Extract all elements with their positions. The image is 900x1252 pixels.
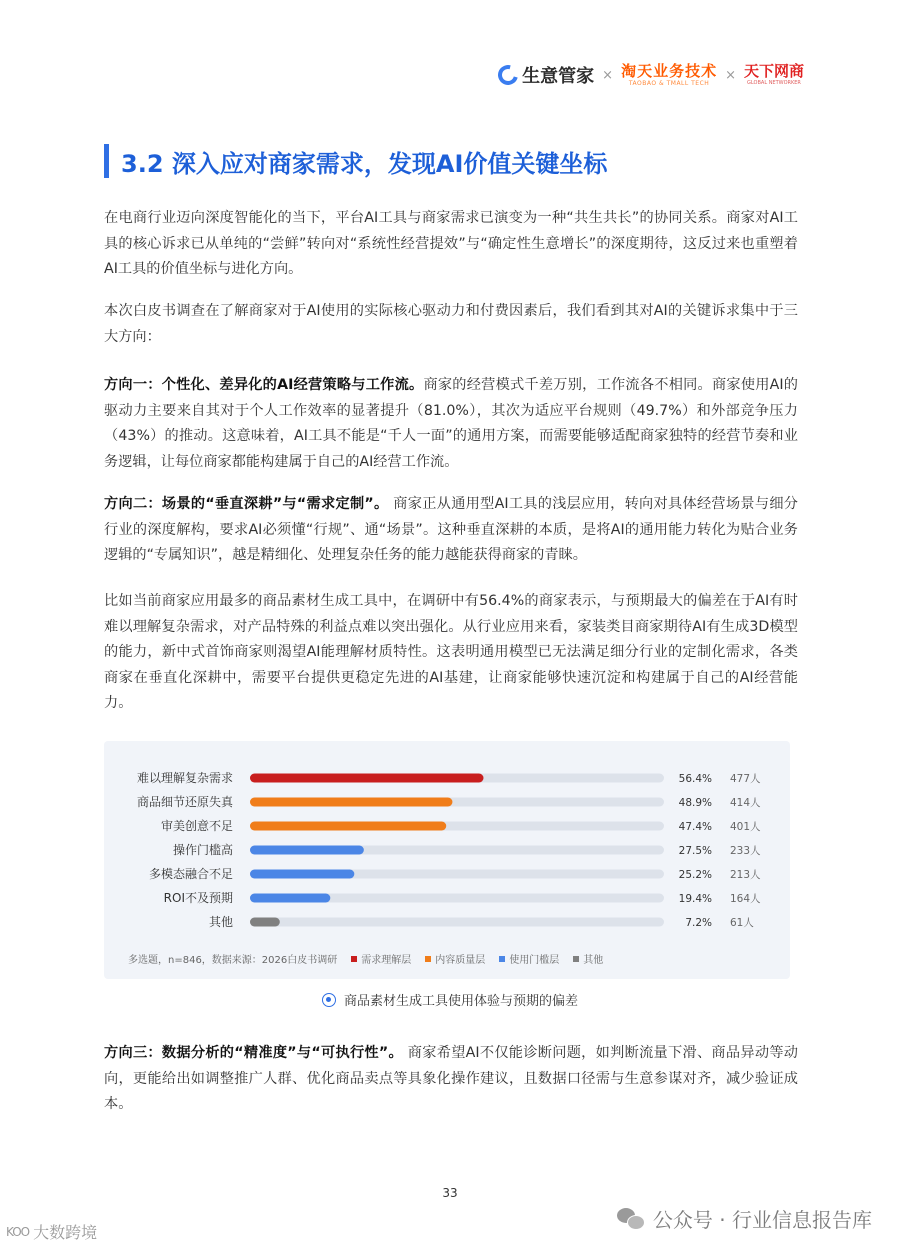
chart-caption — [0, 990, 900, 1009]
category-label: 审美创意不足 — [160, 819, 233, 833]
legend-label-usage: 使用门槛层 — [509, 955, 560, 966]
count-label: 233人 — [730, 845, 761, 857]
bar — [250, 846, 364, 855]
wechat-watermark — [617, 1204, 872, 1233]
paragraph-survey — [104, 299, 798, 350]
legend-swatch-quality — [425, 956, 431, 962]
category-label: 多模态融合不足 — [148, 867, 233, 881]
legend-label-other: 其他 — [583, 955, 604, 966]
logo1-text: 生意管家 — [522, 66, 595, 87]
category-label: 难以理解复杂需求 — [136, 771, 233, 785]
value-label: 25.2% — [678, 869, 712, 881]
page-number: 33 — [442, 1186, 458, 1200]
paragraph-1-text: 在电商行业迈向深度智能化的当下，平台AI工具与商家需求已演变为一种“共生共长”的协同关系。商家对AI工具的核心诉求已从单纯的“尝鲜”转向对“系统性经营提效”与“确定性生意增长”的深度期待，这反过来也重塑着AI工具的价值坐标与进化方向。 — [104, 210, 798, 277]
value-label: 47.4% — [678, 821, 712, 833]
value-label: 19.4% — [678, 893, 712, 905]
logo2-subtext: TAOBAO & TMALL TECH — [628, 79, 710, 87]
chart-footer — [128, 951, 603, 966]
count-label: 477人 — [730, 773, 761, 785]
legend-label-demand: 需求理解层 — [361, 955, 412, 966]
shengyi-guanjia-logo — [498, 62, 594, 88]
legend-swatch-demand — [351, 956, 357, 962]
value-label: 27.5% — [678, 845, 712, 857]
count-label: 414人 — [730, 797, 761, 809]
count-label: 213人 — [730, 869, 761, 881]
count-label: 61人 — [730, 917, 754, 929]
direction-3-text: 商家希望AI不仅能诊断问题，如判断流量下滑、商品异动等动向，更能给出如调整推广人群、优化商品卖点等具象化操作建议，且数据口径需与生意参谋对齐，减少验证成本。 — [104, 1045, 798, 1112]
category-label: 商品细节还原失真 — [136, 795, 233, 809]
watermark-right-text: 公众号 · 行业信息报告库 — [652, 1208, 872, 1232]
value-label: 56.4% — [678, 773, 712, 785]
value-label: 7.2% — [685, 917, 712, 929]
direction-1-heading: 方向一：个性化、差异化的AI经营策略与工作流。 — [104, 377, 424, 393]
legend-label-quality: 内容质量层 — [435, 955, 486, 966]
legend-item-demand — [351, 951, 411, 966]
logo3-subtext: GLOBAL NETWORKER — [747, 80, 801, 86]
direction-2-text: 商家正从通用型AI工具的浅层应用，转向对具体经营场景与细分行业的深度解构，要求AI必须懂“行规”、通“场景”。这种垂直深耕的本质，是将AI的通用能力转化为贴合业务逻辑的“专属知识”，越是精细化、处理复杂任务的能力越能获得商家的青睐。 — [104, 496, 798, 563]
legend-item-usage — [499, 951, 559, 966]
paragraph-direction-2 — [104, 492, 798, 569]
paragraph-2-text: 本次白皮书调查在了解商家对于AI使用的实际核心驱动力和付费因素后，我们看到其对AI的关键诉求集中于三大方向： — [104, 303, 798, 345]
category-label: 操作门槛高 — [172, 843, 233, 857]
paragraph-intro — [104, 206, 798, 283]
count-label: 401人 — [730, 821, 761, 833]
bar-track — [250, 918, 664, 927]
direction-3-heading: 方向三：数据分析的“精准度”与“可执行性”。 — [104, 1045, 403, 1061]
shengyi-guanjia-icon — [494, 61, 521, 88]
bar-chart-panel — [104, 741, 790, 979]
watermark-left-text: 大数跨境 — [33, 1223, 98, 1242]
separator-x: × — [725, 67, 736, 83]
legend-item-quality — [425, 951, 485, 966]
category-label: 其他 — [208, 915, 233, 929]
caption-bullet-icon — [322, 993, 336, 1007]
section-heading — [104, 143, 607, 179]
count-label: 164人 — [730, 893, 761, 905]
direction-2-heading: 方向二：场景的“垂直深耕”与“需求定制”。 — [104, 496, 389, 512]
taotian-tech-logo — [621, 61, 718, 87]
legend-swatch-usage — [499, 956, 505, 962]
dashu-watermark — [6, 1220, 97, 1243]
header-logos — [498, 62, 804, 88]
bar — [250, 894, 330, 903]
legend-swatch-other — [573, 956, 579, 962]
bar-chart — [104, 741, 790, 941]
tianxia-wangshang-logo — [744, 64, 804, 86]
wechat-icon — [617, 1208, 645, 1230]
dashu-logo-mark: KOO — [6, 1224, 30, 1239]
paragraph-example — [104, 589, 798, 717]
caption-text: 商品素材生成工具使用体验与预期的偏差 — [343, 994, 578, 1009]
separator-x: × — [602, 67, 614, 83]
value-label: 48.9% — [678, 797, 712, 809]
legend-item-other — [573, 951, 603, 966]
section-title: 3.2 深入应对商家需求，发现AI价值关键坐标 — [121, 149, 608, 178]
chart-note: 多选题，n=846，数据来源：2026白皮书调研 — [128, 955, 338, 966]
bar — [250, 774, 483, 783]
paragraph-direction-3 — [104, 1041, 798, 1118]
bar — [250, 918, 280, 927]
logo3-text: 天下网商 — [743, 62, 804, 80]
category-label: ROI不及预期 — [163, 891, 233, 905]
heading-accent-bar — [104, 144, 109, 178]
bar — [250, 870, 354, 879]
paragraph-5-text: 比如当前商家应用最多的商品素材生成工具中，在调研中有56.4%的商家表示，与预期最大的偏差在于AI有时难以理解复杂需求，对产品特殊的利益点难以突出强化。从行业应用来看，家装类目商家期待AI有生成3D模型的能力，新中式首饰商家则渴望AI能理解材质特性。这表明通用模型已无法满足细分行业的定制化需求，各类商家在垂直化深耕中，需要平台提供更稳定先进的AI基建，让商家能够快速沉淀和构建属于自己的AI经营能力。 — [104, 593, 798, 711]
direction-1-text: 商家的经营模式千差万别，工作流各不相同。商家使用AI的驱动力主要来自其对于个人工作效率的显著提升（81.0%），其次为适应平台规则（49.7%）和外部竞争压力（43%）的推动。这意味着，AI工具不能是“千人一面”的通用方案，而需要能够适配商家独特的经营节奏和业务逻辑，让每位商家都能构建属于自己的AI经营工作流。 — [104, 377, 798, 470]
paragraph-direction-1 — [104, 373, 798, 475]
bar — [250, 822, 446, 831]
bar — [250, 798, 452, 807]
logo2-text: 淘天业务技术 — [621, 61, 718, 80]
